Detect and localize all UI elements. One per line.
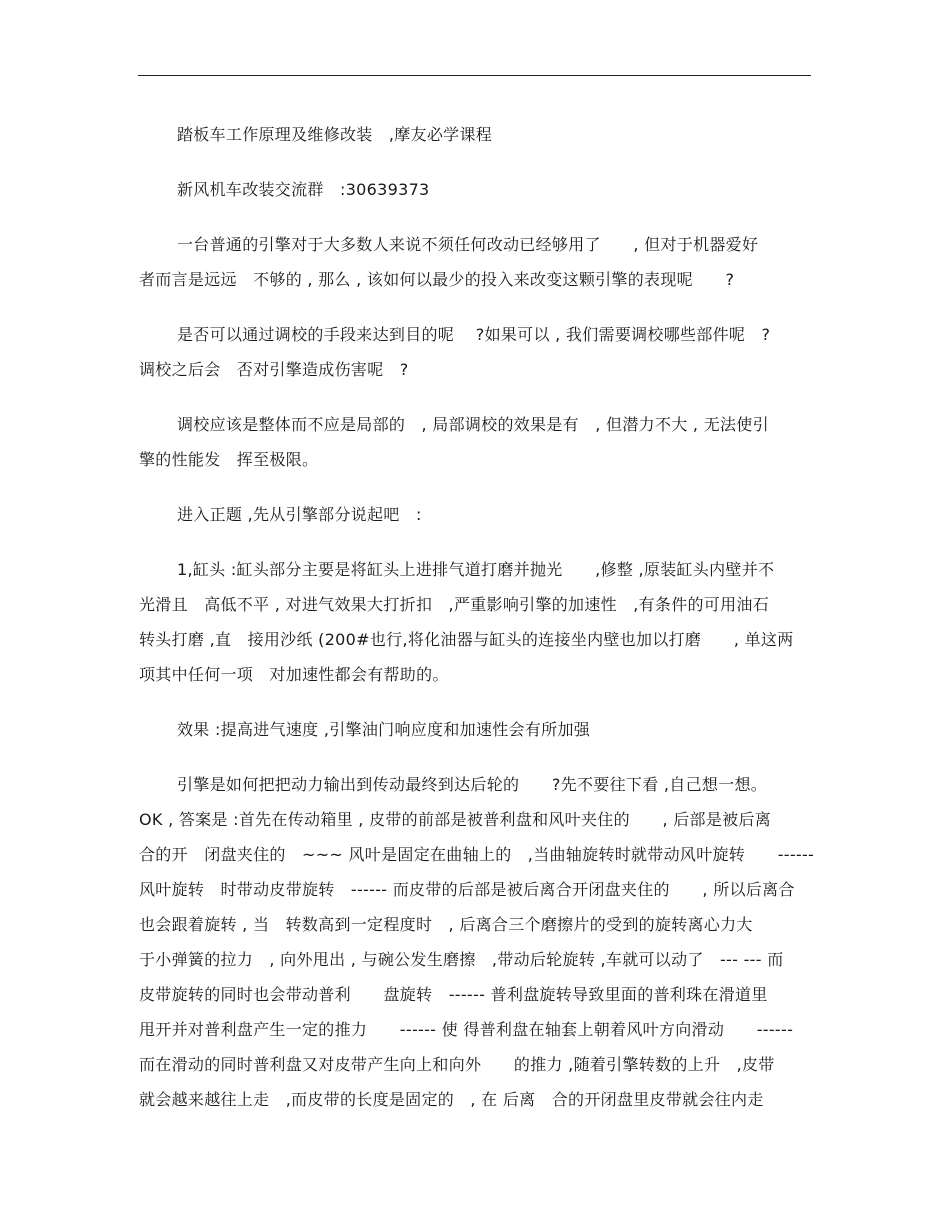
- text-line: 新风机车改装交流群 :30639373: [177, 180, 430, 199]
- text-line: 踏板车工作原理及维修改装 ,摩友必学课程: [177, 125, 493, 144]
- text-line: 合的开 闭盘夹住的 ~~~ 风叶是固定在曲轴上的 ,当曲轴旋转时就带动风叶旋转 ------: [139, 845, 815, 864]
- text-line: 者而言是远远 不够的 , 那么 , 该如何以最少的投入来改变这颗引擎的表现呢 ?: [139, 270, 735, 289]
- text-line: 就会越来越往上走 ,而皮带的长度是固定的 , 在 后离 合的开闭盘里皮带就会往内走: [139, 1090, 764, 1109]
- text-line: 转头打磨 ,直 接用沙纸 (200#也行,将化油器与缸头的连接坐内壁也加以打磨 , 单这两: [139, 630, 794, 649]
- paragraph: [139, 317, 811, 387]
- text-line: 甩开并对普利盘产生一定的推力 ------ 使 得普利盘在轴套上朝着风叶方向滑动 ------: [139, 1020, 794, 1039]
- text-line: 进入正题 ,先从引擎部分说起吧 :: [177, 505, 422, 524]
- text-line: 而在滑动的同时普利盘又对皮带产生向上和向外 的推力 ,随着引擎转数的上升 ,皮带: [139, 1055, 775, 1074]
- paragraph: [139, 767, 815, 1117]
- paragraph: [139, 497, 811, 532]
- text-line: 调校之后会 否对引擎造成伤害呢 ?: [139, 360, 409, 379]
- text-line: 风叶旋转 时带动皮带旋转 ------ 而皮带的后部是被后离合开闭盘夹住的 , 所以后离合: [139, 880, 795, 899]
- paragraph: [139, 712, 811, 747]
- text-line: 是否可以通过调校的手段来达到目的呢 ?如果可以 , 我们需要调校哪些部件呢 ?: [177, 325, 771, 344]
- text-line: 于小弹簧的拉力 , 向外甩出 , 与碗公发生磨擦 ,带动后轮旋转 ,车就可以动了 --- --- 而: [139, 950, 784, 969]
- text-line: 皮带旋转的同时也会带动普利 盘旋转 ------ 普利盘旋转导致里面的普利珠在滑道里: [139, 985, 768, 1004]
- text-line: 效果 :提高进气速度 ,引擎油门响应度和加速性会有所加强: [177, 720, 591, 739]
- text-line: 1,缸头 :缸头部分主要是将缸头上进排气道打磨并抛光 ,修整 ,原装缸头内壁并不: [177, 560, 775, 579]
- text-line: OK , 答案是 :首先在传动箱里 , 皮带的前部是被普利盘和风叶夹住的 , 后部是被后离: [139, 810, 772, 829]
- text-line: 光滑且 高低不平 , 对进气效果大打折扣 ,严重影响引擎的加速性 ,有条件的可用油石: [139, 595, 770, 614]
- text-line: 引擎是如何把把动力输出到传动最终到达后轮的 ?先不要往下看 ,自己想一想。: [177, 775, 768, 794]
- document-body: [139, 117, 815, 1137]
- text-line: 项其中任何一项 对加速性都会有帮助的。: [139, 665, 449, 684]
- text-line: 调校应该是整体而不应是局部的 , 局部调校的效果是有 , 但潜力不大 , 无法使引: [177, 415, 769, 434]
- header-rule: [138, 75, 811, 76]
- doc-title: [139, 117, 811, 152]
- text-line: 也会跟着旋转 , 当 转数高到一定程度时 , 后离合三个磨擦片的受到的旋转离心力大: [139, 915, 753, 934]
- text-line: 一台普通的引擎对于大多数人来说不须任何改动已经够用了 , 但对于机器爱好: [177, 235, 759, 254]
- paragraph: [139, 407, 811, 477]
- text-line: 擎的性能发 挥至极限。: [139, 450, 319, 469]
- paragraph: [139, 227, 811, 297]
- paragraph: [139, 552, 811, 692]
- chat-group-line: [139, 172, 811, 207]
